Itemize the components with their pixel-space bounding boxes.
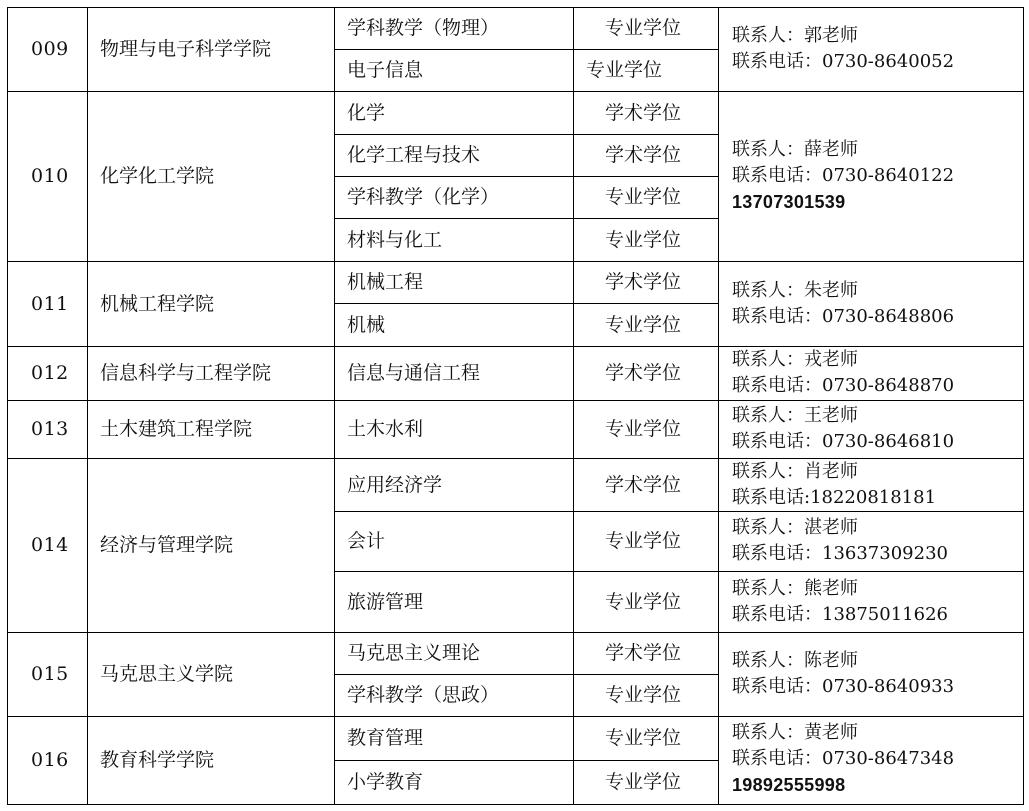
college-name: 信息科学与工程学院 xyxy=(100,362,272,384)
contact-info xyxy=(732,459,936,511)
department-code: 011 xyxy=(31,292,69,315)
contact-person: 联系人：薛老师 xyxy=(732,139,858,160)
department-code: 012 xyxy=(31,362,69,384)
major-name: 信息与通信工程 xyxy=(347,362,481,384)
table-column-rule xyxy=(1023,7,1024,805)
college-name: 土木建筑工程学院 xyxy=(100,418,253,440)
degree-type: 学术学位 xyxy=(605,101,682,124)
contact-person: 联系人：肖老师 xyxy=(732,460,858,482)
major-name: 化学 xyxy=(347,101,386,124)
contact-mobile: 19892555998 xyxy=(732,775,846,795)
table-row-rule xyxy=(7,716,1024,717)
department-code: 013 xyxy=(31,418,69,440)
contact-info xyxy=(732,576,948,628)
major-row-rule xyxy=(334,511,718,512)
contact-info xyxy=(732,347,954,399)
major-name: 旅游管理 xyxy=(347,590,424,613)
degree-type: 专业学位 xyxy=(605,17,682,39)
major-row-rule xyxy=(334,303,718,304)
degree-type: 专业学位 xyxy=(605,186,682,208)
contact-person: 联系人：王老师 xyxy=(732,405,858,426)
table-row-rule xyxy=(7,804,1024,805)
major-name: 机械 xyxy=(347,313,386,336)
major-row-rule xyxy=(334,176,718,177)
contact-mobile: 13707301539 xyxy=(732,192,846,212)
major-name: 学科教学（思政） xyxy=(347,684,500,706)
department-code: 009 xyxy=(31,38,69,60)
contact-info xyxy=(732,403,954,455)
contact-person: 联系人：黄老师 xyxy=(732,722,858,743)
contact-phone: 联系电话：0730-8648806 xyxy=(732,305,955,327)
major-name: 化学工程与技术 xyxy=(347,144,481,166)
major-row-rule xyxy=(334,674,718,675)
table-column-rule xyxy=(7,7,8,805)
degree-type: 专业学位 xyxy=(586,59,663,81)
table-column-rule xyxy=(334,7,335,805)
college-name: 化学化工学院 xyxy=(100,165,215,187)
major-row-rule xyxy=(334,218,718,219)
major-name: 应用经济学 xyxy=(347,473,443,496)
major-name: 电子信息 xyxy=(347,59,424,81)
contact-person: 联系人：戎老师 xyxy=(732,349,858,370)
contact-phone: 联系电话：0730-8640122 xyxy=(732,165,955,186)
contact-phone: 联系电话：0730-8640933 xyxy=(732,676,955,697)
contact-phone: 联系电话：13637309230 xyxy=(732,543,948,564)
degree-type: 专业学位 xyxy=(605,727,682,749)
major-row-rule xyxy=(334,571,718,572)
major-name: 小学教育 xyxy=(347,771,424,793)
contact-row-rule xyxy=(718,511,1023,512)
major-name: 机械工程 xyxy=(347,271,424,293)
degree-type: 专业学位 xyxy=(605,684,682,706)
table-row-rule xyxy=(7,400,1024,401)
degree-type: 学术学位 xyxy=(605,271,682,293)
department-code: 014 xyxy=(31,534,69,556)
department-code: 016 xyxy=(31,749,69,771)
table-column-rule xyxy=(87,7,88,805)
table-row-rule xyxy=(7,632,1024,633)
contact-person: 联系人：郭老师 xyxy=(732,25,858,46)
college-name: 马克思主义学院 xyxy=(100,663,234,685)
college-name: 机械工程学院 xyxy=(100,292,215,315)
table-row-rule xyxy=(7,91,1024,92)
table-column-rule xyxy=(718,7,719,805)
major-name: 学科教学（物理） xyxy=(347,17,500,39)
major-name: 材料与化工 xyxy=(347,228,443,251)
contact-person: 联系人：湛老师 xyxy=(732,517,858,538)
department-code: 010 xyxy=(31,165,69,187)
major-row-rule xyxy=(334,134,718,135)
major-name: 土木水利 xyxy=(347,418,424,440)
contact-info xyxy=(732,278,954,330)
degree-type: 专业学位 xyxy=(605,590,682,613)
major-row-rule xyxy=(334,760,718,761)
contact-phone: 联系电话：0730-8648870 xyxy=(732,375,955,396)
contact-info xyxy=(732,720,954,798)
department-code: 015 xyxy=(31,663,69,685)
contact-phone: 联系电话：0730-8647348 xyxy=(732,748,955,769)
table-column-rule xyxy=(573,7,574,805)
table-border-top xyxy=(7,7,1024,8)
contact-row-rule xyxy=(718,571,1023,572)
major-name: 马克思主义理论 xyxy=(347,642,481,664)
major-name: 学科教学（化学） xyxy=(347,186,500,208)
degree-type: 专业学位 xyxy=(605,418,682,440)
contact-person: 联系人：朱老师 xyxy=(732,279,858,301)
contact-phone: 联系电话：13875011626 xyxy=(732,603,948,625)
table-row-rule xyxy=(7,261,1024,262)
degree-type: 学术学位 xyxy=(605,473,682,496)
contact-info xyxy=(732,137,954,215)
contact-info xyxy=(732,648,954,700)
college-name: 物理与电子科学学院 xyxy=(100,38,272,60)
degree-type: 学术学位 xyxy=(605,362,682,384)
college-name: 经济与管理学院 xyxy=(100,534,234,556)
contact-phone: 联系电话：0730-8646810 xyxy=(732,431,955,452)
degree-type: 专业学位 xyxy=(605,313,682,336)
degree-type: 专业学位 xyxy=(605,530,682,552)
contact-phone: 联系电话：0730-8640052 xyxy=(732,51,955,72)
degree-type: 专业学位 xyxy=(605,228,682,251)
contact-person: 联系人：熊老师 xyxy=(732,577,858,599)
major-name: 会计 xyxy=(347,530,386,552)
contact-person: 联系人：陈老师 xyxy=(732,650,858,671)
contact-info xyxy=(732,23,954,75)
degree-type: 学术学位 xyxy=(605,642,682,664)
major-name: 教育管理 xyxy=(347,727,424,749)
major-row-rule xyxy=(334,49,718,50)
degree-type: 学术学位 xyxy=(605,144,682,166)
contact-phone: 联系电话:18220818181 xyxy=(732,486,937,508)
degree-type: 专业学位 xyxy=(605,771,682,793)
contact-info xyxy=(732,515,948,567)
college-name: 教育科学学院 xyxy=(100,749,215,771)
